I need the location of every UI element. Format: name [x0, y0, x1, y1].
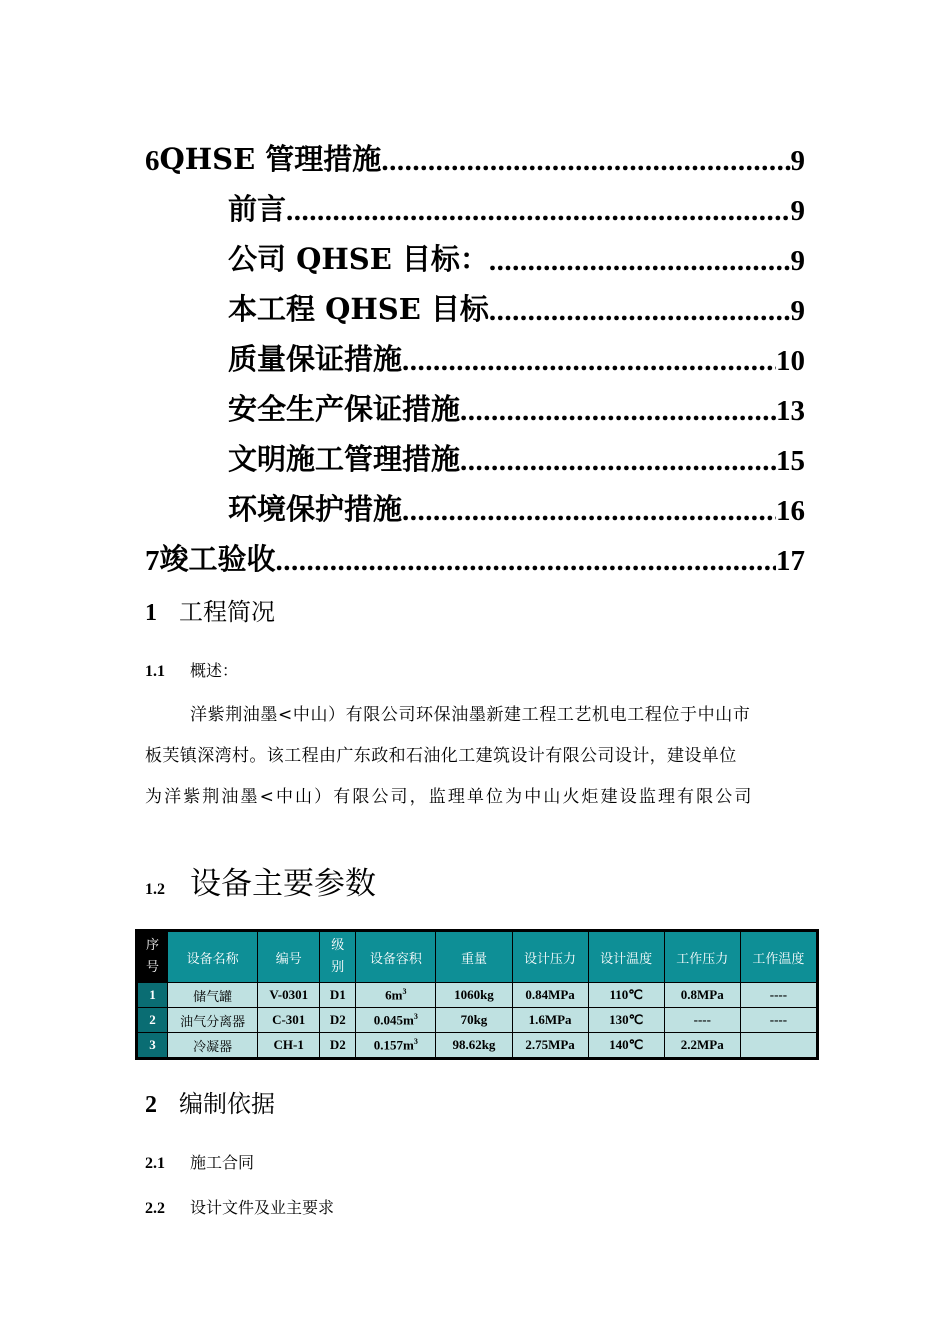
section-number: 1.1: [145, 663, 165, 680]
section-number: 2.1: [145, 1155, 165, 1172]
equipment-volume: $0.045m^3$: [356, 1008, 436, 1033]
working-pressure: ----: [664, 1008, 740, 1033]
toc-entry[interactable]: [145, 528, 805, 578]
column-header: 设计压力: [512, 932, 588, 983]
toc-entry[interactable]: [145, 228, 805, 278]
toc-leader: [402, 495, 776, 528]
section-title: 编制依据: [179, 1090, 275, 1118]
toc-number: 6: [145, 145, 160, 177]
toc-title: 质量保证措施: [228, 342, 403, 376]
section-number: 2.2: [145, 1200, 165, 1217]
toc-leader: [489, 245, 791, 278]
section-title: 施工合同: [190, 1153, 255, 1172]
equipment-weight: 1060kg: [436, 983, 512, 1008]
equipment-name: 冷凝器: [168, 1033, 258, 1058]
section-title: 设计文件及业主要求: [190, 1198, 335, 1217]
toc-title: 文明施工管理措施: [228, 442, 461, 476]
toc-page: 9: [790, 195, 805, 227]
toc-title: 前言: [228, 192, 287, 226]
toc-entry[interactable]: [145, 478, 805, 528]
column-header: 工作压力: [664, 932, 740, 983]
heading-section-1-1: [145, 658, 238, 681]
working-temperature: ----: [740, 983, 816, 1008]
design-temperature: 110℃: [588, 983, 664, 1008]
equipment-weight: 98.62kg: [436, 1033, 512, 1058]
equipment-code: C-301: [258, 1008, 320, 1033]
working-pressure: 0.8MPa: [664, 983, 740, 1008]
toc-entry[interactable]: [145, 178, 805, 228]
toc-entry[interactable]: [145, 328, 805, 378]
toc-page: 16: [776, 495, 805, 527]
heading-section-1-2: [145, 858, 376, 903]
row-index: 2: [138, 1008, 168, 1033]
equipment-name: 储气罐: [168, 983, 258, 1008]
toc-entry[interactable]: [145, 128, 805, 178]
toc-page: 17: [776, 545, 805, 577]
table-header-row: [138, 932, 817, 983]
toc-title: 本工程 QHSE 目标: [228, 292, 489, 326]
table-of-contents: [145, 128, 805, 578]
heading-section-2: [145, 1084, 275, 1119]
design-pressure: 0.84MPa: [512, 983, 588, 1008]
working-temperature: [740, 1033, 816, 1058]
toc-title: 安全生产保证措施: [228, 392, 461, 426]
toc-entry[interactable]: [145, 278, 805, 328]
column-header: 序号: [138, 932, 168, 983]
toc-leader: [402, 345, 776, 378]
equipment-grade: D1: [320, 983, 356, 1008]
equipment-grade: D2: [320, 1008, 356, 1033]
column-header: 设备名称: [168, 932, 258, 983]
design-temperature: 140℃: [588, 1033, 664, 1058]
toc-page: 15: [776, 445, 805, 477]
column-header: 级别: [320, 932, 356, 983]
heading-section-2-2: [145, 1195, 334, 1218]
heading-section-1: [145, 592, 275, 627]
working-pressure: 2.2MPa: [664, 1033, 740, 1058]
section-number: 2: [145, 1092, 157, 1118]
column-header: 工作温度: [740, 932, 816, 983]
toc-entry[interactable]: [145, 428, 805, 478]
table-row: [138, 983, 817, 1008]
row-index: 1: [138, 983, 168, 1008]
section-number: 1.2: [145, 881, 165, 898]
overview-paragraph: [145, 695, 805, 818]
equipment-code: CH-1: [258, 1033, 320, 1058]
toc-leader: [286, 195, 790, 228]
design-pressure: 1.6MPa: [512, 1008, 588, 1033]
toc-page: 13: [776, 395, 805, 427]
heading-section-2-1: [145, 1150, 254, 1173]
working-temperature: ----: [740, 1008, 816, 1033]
toc-title: 竣工验收: [159, 542, 276, 576]
toc-leader: [381, 145, 790, 178]
toc-page: 9: [790, 295, 805, 327]
section-title: 设备主要参数: [190, 866, 376, 902]
equipment-name: 油气分离器: [168, 1008, 258, 1033]
toc-page: 10: [776, 345, 805, 377]
section-number: 1: [145, 600, 157, 626]
section-title: 概述：: [190, 661, 239, 680]
paragraph-line: 板芙镇深湾村。该工程由广东政和石油化工建筑设计有限公司设计，建设单位: [145, 746, 737, 766]
table-row: [138, 1008, 817, 1033]
equipment-table: [135, 929, 819, 1060]
toc-leader: [460, 445, 776, 478]
table-row: [138, 1033, 817, 1058]
equipment-grade: D2: [320, 1033, 356, 1058]
toc-number: 7: [145, 545, 160, 577]
toc-page: 9: [790, 145, 805, 177]
toc-leader: [460, 395, 776, 428]
column-header: 设计温度: [588, 932, 664, 983]
toc-entry[interactable]: [145, 378, 805, 428]
design-temperature: 130℃: [588, 1008, 664, 1033]
row-index: 3: [138, 1033, 168, 1058]
toc-title: QHSE 管理措施: [159, 142, 382, 176]
equipment-code: V-0301: [258, 983, 320, 1008]
toc-title: 公司 QHSE 目标：: [228, 242, 489, 276]
column-header: 编号: [258, 932, 320, 983]
equipment-volume: $6m^3$: [356, 983, 436, 1008]
column-header: 设备容积: [356, 932, 436, 983]
paragraph-line: 洋紫荆油墨<中山）有限公司环保油墨新建工程工艺机电工程位于中山市: [190, 705, 751, 725]
toc-page: 9: [790, 245, 805, 277]
design-pressure: 2.75MPa: [512, 1033, 588, 1058]
toc-title: 环境保护措施: [228, 492, 403, 526]
equipment-weight: 70kg: [436, 1008, 512, 1033]
toc-leader: [489, 295, 791, 328]
section-title: 工程简况: [179, 598, 275, 626]
equipment-volume: $0.157m^3$: [356, 1033, 436, 1058]
column-header: 重量: [436, 932, 512, 983]
paragraph-line: 为洋紫荆油墨<中山）有限公司，监理单位为中山火炬建设监理有限公司: [145, 787, 754, 807]
toc-leader: [276, 545, 776, 578]
